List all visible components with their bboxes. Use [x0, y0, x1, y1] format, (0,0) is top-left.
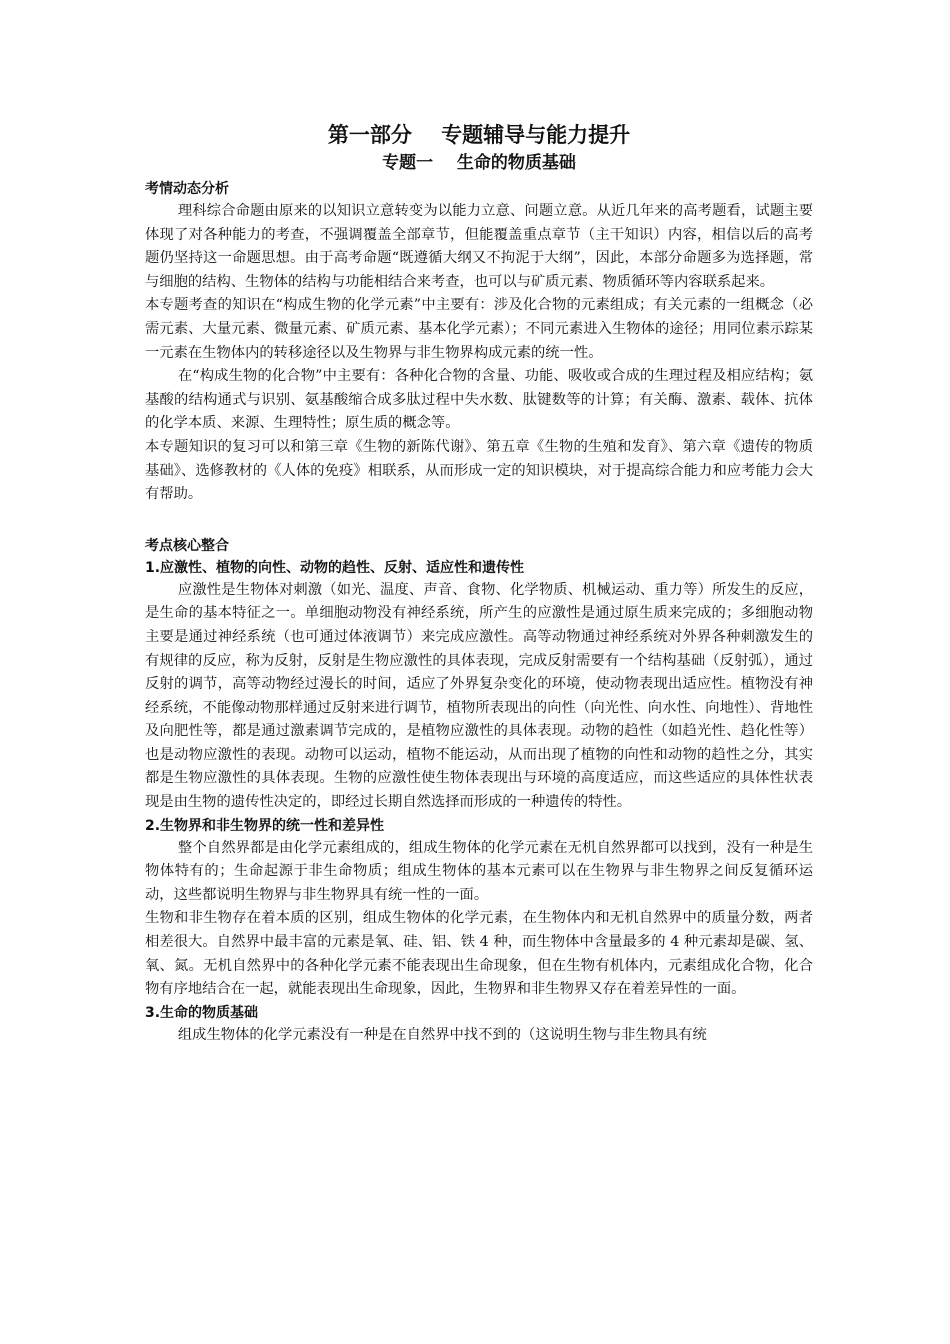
- section-spacer: [145, 507, 813, 535]
- topic-heading-1: 1.应激性、植物的向性、动物的趋性、反射、适应性和遗传性: [145, 559, 525, 576]
- topic-heading-3: 3.生命的物质基础: [145, 1004, 259, 1021]
- document-title: 第一部分 专题辅导与能力提升: [327, 123, 631, 147]
- document-page: [145, 120, 813, 1047]
- section-heading-core-points: 考点核心整合: [145, 537, 229, 554]
- paragraph: 组成生物体的化学元素没有一种是在自然界中找不到的（这说明生物与非生物具有统: [177, 1026, 707, 1043]
- paragraph: 本专题知识的复习可以和第三章《生物的新陈代谢》、第五章《生物的生殖和发育》、第六章《遗传的物质基础》、选修教材的《人体的免疫》相联系，从而形成一定的知识模块，对于提高综合能力和应考能力会大有帮助。: [145, 438, 813, 503]
- paragraph: 应激性是生物体对刺激（如光、温度、声音、食物、化学物质、机械运动、重力等）所发生的反应，是生命的基本特征之一。单细胞动物没有神经系统，所产生的应激性是通过原生质来完成的；多细胞动物主要是通过神经系统（也可通过体液调节）来完成应激性。高等动物通过神经系统对外界各种刺激发生的有规律的反应，称为反射，反射是生物应激性的具体表现，完成反射需要有一个结构基础（反射弧），通过反射的调节，高等动物经过漫长的时间，适应了外界复杂变化的环境，使动物表现出适应性。植物没有神经系统，不能像动物那样通过反射来进行调节，植物所表现出的向性（向光性、向水性、向地性）、背地性及向肥性等，都是通过激素调节完成的，是植物应激性的具体表现。动物的趋性（如趋光性、趋化性等）也是动物应激性的表现。动物可以运动，植物不能运动，从而出现了植物的向性和动物的趋性之分，其实都是生物应激性的具体表现。生物的应激性使生物体表现出与环境的高度适应，而这些适应的具体性状表现是由生物的遗传性决定的，即经过长期自然选择而形成的一种遗传的特性。: [145, 581, 813, 811]
- paragraph: 本专题考查的知识在“构成生物的化学元素”中主要有：涉及化合物的元素组成；有关元素的一组概念（必需元素、大量元素、微量元素、矿质元素、基本化学元素）；不同元素进入生物体的途径；用同位素示踪某一元素在生物体内的转移途径以及生物界与非生物界构成元素的统一性。: [145, 297, 813, 361]
- section-heading-exam-analysis: 考情动态分析: [145, 181, 229, 197]
- paragraph: 理科综合命题由原来的以知识立意转变为以能力立意、问题立意。从近几年来的高考题看，试题主要体现了对各种能力的考查，不强调覆盖全部章节，但能覆盖重点章节（主干知识）内容，相信以后的高考题仍坚持这一命题思想。由于高考命题“既遵循大纲又不拘泥于大纲”，因此，本部分命题多为选择题，常与细胞的结构、生物体的结构与功能相结合来考查，也可以与矿质元素、物质循环等内容联系起来。: [145, 203, 813, 290]
- topic-heading-2: 2.生物界和非生物界的统一性和差异性: [145, 817, 385, 834]
- document-subtitle: 专题一 生命的物质基础: [382, 153, 576, 173]
- paragraph: 整个自然界都是由化学元素组成的，组成生物体的化学元素在无机自然界都可以找到，没有一种是生物体特有的；生命起源于非生命物质；组成生物体的基本元素可以在生物界与非生物界之间反复循环运动，这些都说明生物界与非生物界具有统一性的一面。: [145, 839, 813, 903]
- paragraph: 在“构成生物的化合物”中主要有：各种化合物的含量、功能、吸收或合成的生理过程及相应结构；氨基酸的结构通式与识别、氨基酸缩合成多肽过程中失水数、肽键数等的计算；有关酶、激素、载体、抗体的化学本质、来源、生理特性；原生质的概念等。: [145, 368, 813, 432]
- paragraph: 生物和非生物存在着本质的区别，组成生物体的化学元素，在生物体内和无机自然界中的质量分数，两者相差很大。自然界中最丰富的元素是氧、硅、铝、铁 4 种，而生物体中含量最多的 4 种元素却是碳、氢、氧、氮。无机自然界中的各种化学元素不能表现出生命现象，但在生物有机体内，元素组成化合物，化合物有序地结合在一起，就能表现出生命现象，因此，生物界和非生物界又存在着差异性的一面。: [145, 910, 813, 998]
